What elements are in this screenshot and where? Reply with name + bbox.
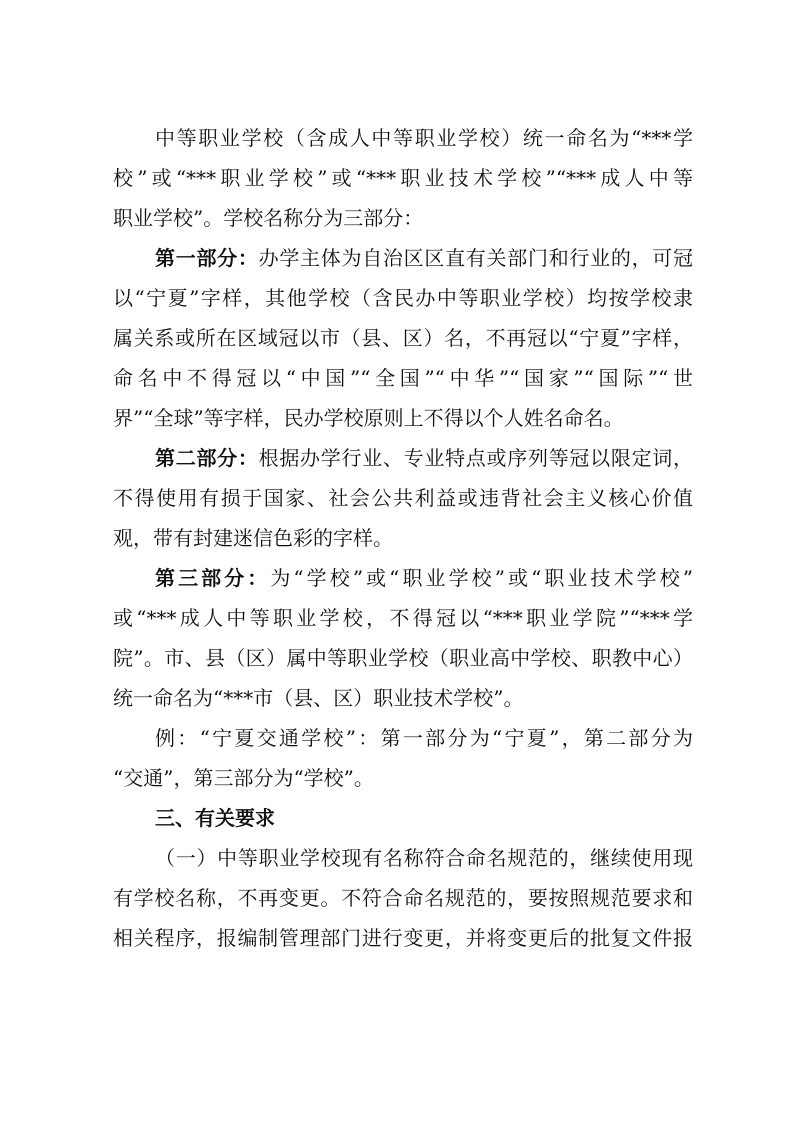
line-text: 有学校名称，不再变更。不符合命名规范的，要按照规范要求和 [113, 886, 693, 910]
line-text: （一）中等职业学校现有名称符合命名规范的，继续使用现 [155, 846, 693, 870]
paragraph-line [113, 838, 693, 878]
paragraph-line [113, 358, 693, 398]
paragraph-line [113, 278, 693, 318]
line-text: 院”。市、县（区）属中等职业学校（职业高中学校、职教中心） [113, 646, 693, 670]
line-text: 属关系或所在区域冠以市（县、区）名，不再冠以“宁夏”字样， [113, 326, 693, 350]
paragraph-line [113, 758, 693, 798]
line-text: 观，带有封建迷信色彩的字样。 [113, 526, 393, 550]
paragraph-line [113, 558, 693, 598]
line-text: 例：“宁夏交通学校”：第一部分为“宁夏”，第二部分为 [155, 726, 693, 750]
line-text: 为“学校”或“职业学校”或“职业技术学校” [270, 566, 693, 590]
document-body [113, 118, 693, 958]
section-lead-part2: 第二部分： [155, 446, 259, 470]
paragraph-line [113, 598, 693, 638]
paragraph-line [113, 398, 693, 438]
section-lead-part3: 第三部分： [155, 566, 271, 590]
paragraph-line [113, 238, 693, 278]
line-text: 界”“全球”等字样，民办学校原则上不得以个人姓名命名。 [113, 406, 624, 430]
line-text: 根据办学行业、专业特点或序列等冠以限定词， [258, 446, 694, 470]
section-heading [113, 798, 693, 838]
line-text: 相关程序，报编制管理部门进行变更，并将变更后的批复文件报 [113, 926, 693, 950]
line-text: 职业学校”。学校名称分为三部分： [113, 206, 424, 230]
heading-text: 三、有关要求 [155, 806, 275, 830]
line-text: 不得使用有损于国家、社会公共利益或违背社会主义核心价值 [113, 486, 693, 510]
paragraph-line [113, 678, 693, 718]
line-text: 或“***成人中等职业学校，不得冠以“***职业学院”“***学 [113, 606, 693, 630]
line-text: “交通”，第三部分为“学校”。 [113, 766, 374, 790]
paragraph-line [113, 638, 693, 678]
paragraph-line [113, 438, 693, 478]
line-text: 中等职业学校（含成人中等职业学校）统一命名为“***学 [155, 126, 693, 150]
line-text: 命名中不得冠以“中国”“全国”“中华”“国家”“国际”“世 [113, 366, 693, 390]
section-lead-part1: 第一部分： [155, 246, 259, 270]
paragraph-line [113, 878, 693, 918]
paragraph-line [113, 918, 693, 958]
paragraph-line [113, 198, 693, 238]
paragraph-line [113, 158, 693, 198]
paragraph-line [113, 478, 693, 518]
paragraph-line [113, 318, 693, 358]
paragraph-line [113, 518, 693, 558]
paragraph-line [113, 118, 693, 158]
paragraph-line [113, 718, 693, 758]
line-text: 统一命名为“***市（县、区）职业技术学校”。 [113, 686, 524, 710]
line-text: 以“宁夏”字样，其他学校（含民办中等职业学校）均按学校隶 [113, 286, 693, 310]
line-text: 办学主体为自治区区直有关部门和行业的，可冠 [258, 246, 694, 270]
line-text: 校”或“***职业学校”或“***职业技术学校”“***成人中等 [113, 166, 693, 190]
